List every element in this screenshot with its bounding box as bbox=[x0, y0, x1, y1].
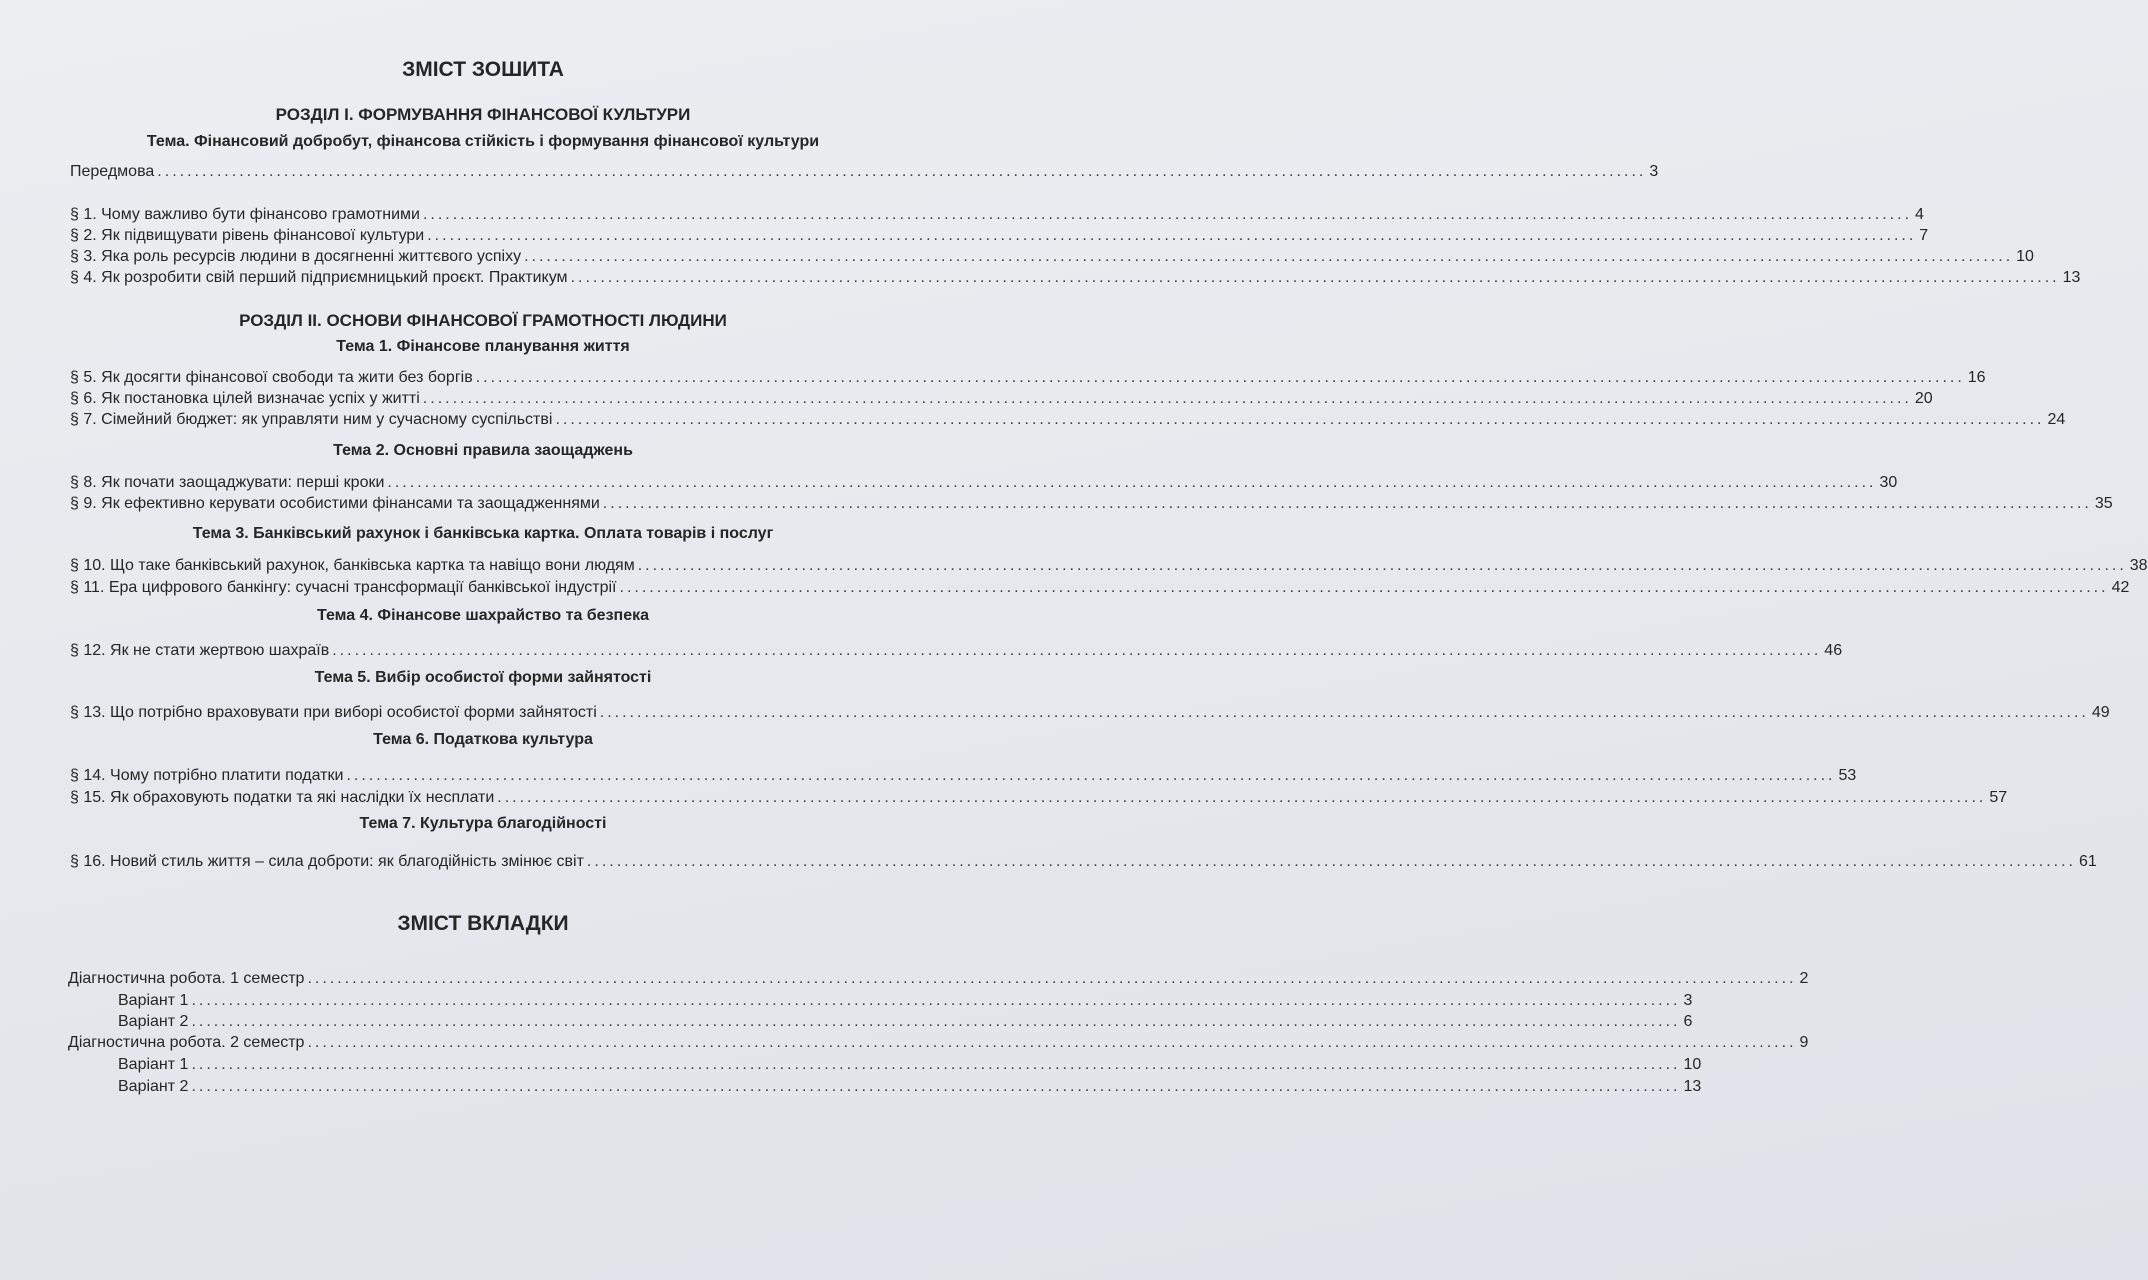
toc-entry[interactable] bbox=[70, 494, 2113, 514]
toc-entry[interactable] bbox=[70, 703, 2110, 723]
toc-entry[interactable] bbox=[70, 852, 2097, 872]
section-1-heading: РОЗДІЛ І. ФОРМУВАННЯ ФІНАНСОВОЇ КУЛЬТУРИ bbox=[275, 105, 691, 124]
entry-title: Варіант 2 bbox=[118, 1078, 189, 1095]
toc-entry[interactable] bbox=[70, 556, 2148, 576]
entry-page: 49 bbox=[2091, 704, 2110, 721]
entry-title: § 9. Як ефективно керувати особистими фінансами та заощадженнями bbox=[70, 495, 600, 512]
entry-title: § 3. Яка роль ресурсів людини в досягненні життєвого успіху bbox=[70, 248, 522, 265]
entry-title: § 12. Як не стати жертвою шахраїв bbox=[70, 642, 330, 659]
entry-page: 13 bbox=[1683, 1078, 1702, 1095]
toc-entry[interactable] bbox=[70, 368, 1986, 388]
toc-entry[interactable] bbox=[70, 766, 1857, 786]
dot-leader: ........................................................................................................................................................................................................ bbox=[602, 495, 2092, 512]
entry-page: 16 bbox=[1967, 369, 1986, 386]
dot-leader: ........................................................................................................................................................................................................ bbox=[555, 411, 2045, 428]
toc-entry[interactable] bbox=[118, 1012, 1693, 1032]
entry-title: Варіант 2 bbox=[118, 1013, 189, 1030]
entry-title: Діагностична робота. 2 семестр bbox=[68, 1034, 305, 1051]
entry-title: § 15. Як обраховують податки та які наслідки їх несплати bbox=[70, 789, 495, 806]
entry-page: 3 bbox=[1649, 163, 1659, 180]
dot-leader: ........................................................................................................................................................................................................ bbox=[191, 1078, 1681, 1095]
topic-heading: Тема 4. Фінансове шахрайство та безпека bbox=[317, 607, 649, 624]
dot-leader: ........................................................................................................................................................................................................ bbox=[422, 390, 1912, 407]
toc-entry[interactable] bbox=[70, 268, 2081, 288]
entry-title: § 16. Новий стиль життя – сила доброти: як благодійність змінює світ bbox=[70, 853, 584, 870]
dot-leader: ........................................................................................................................................................................................................ bbox=[524, 248, 2014, 265]
entry-page: 9 bbox=[1799, 1034, 1809, 1051]
toc-entry[interactable] bbox=[70, 473, 1898, 493]
toc-entry[interactable] bbox=[70, 788, 2008, 808]
entry-page: 24 bbox=[2047, 411, 2066, 428]
entry-page: 46 bbox=[1824, 642, 1843, 659]
dot-leader: ........................................................................................................................................................................................................ bbox=[586, 853, 2076, 870]
toc-entry-preface[interactable] bbox=[70, 162, 1659, 182]
dot-leader: ........................................................................................................................................................................................................ bbox=[619, 579, 2109, 596]
entry-title: § 4. Як розробити свій перший підприємницький проєкт. Практикум bbox=[70, 269, 568, 286]
entry-page: 35 bbox=[2094, 495, 2113, 512]
dot-leader: ........................................................................................................................................................................................................ bbox=[191, 1056, 1681, 1073]
main-title: ЗМІСТ ЗОШИТА bbox=[402, 58, 564, 81]
dot-leader: ........................................................................................................................................................................................................ bbox=[422, 206, 1913, 223]
section-1-topic: Тема. Фінансовий добробут, фінансова стійкість і формування фінансової культури bbox=[146, 133, 820, 150]
entry-page: 2 bbox=[1799, 970, 1809, 987]
topic-heading: Тема 2. Основні правила заощаджень bbox=[333, 442, 633, 459]
toc-entry[interactable] bbox=[70, 247, 2034, 267]
dot-leader: ........................................................................................................................................................................................................ bbox=[332, 642, 1822, 659]
toc-entry[interactable] bbox=[70, 226, 1929, 246]
entry-title: § 11. Ера цифрового банкінгу: сучасні трансформації банківської індустрії bbox=[70, 579, 617, 596]
toc-entry[interactable] bbox=[118, 1055, 1702, 1075]
dot-leader: ........................................................................................................................................................................................................ bbox=[387, 474, 1877, 491]
entry-page: 30 bbox=[1879, 474, 1898, 491]
entry-page: 53 bbox=[1838, 767, 1857, 784]
dot-leader: ........................................................................................................................................................................................................ bbox=[599, 704, 2089, 721]
entry-page: 38 bbox=[2129, 557, 2148, 574]
dot-leader: ........................................................................................................................................................................................................ bbox=[191, 992, 1681, 1009]
entry-title: § 2. Як підвищувати рівень фінансової культури bbox=[70, 227, 425, 244]
entry-title: Варіант 1 bbox=[118, 992, 189, 1009]
dot-leader: ........................................................................................................................................................................................................ bbox=[307, 1034, 1797, 1051]
entry-page: 3 bbox=[1683, 992, 1693, 1009]
insert-title: ЗМІСТ ВКЛАДКИ bbox=[397, 912, 569, 935]
entry-title: § 14. Чому потрібно платити податки bbox=[70, 767, 344, 784]
dot-leader: ........................................................................................................................................................................................................ bbox=[570, 269, 2060, 286]
entry-page: 61 bbox=[2078, 853, 2097, 870]
entry-page: 57 bbox=[1989, 789, 2008, 806]
entry-page: 6 bbox=[1683, 1013, 1693, 1030]
entry-title: § 8. Як почати заощаджувати: перші кроки bbox=[70, 474, 385, 491]
entry-title: § 13. Що потрібно враховувати при виборі особистої форми зайнятості bbox=[70, 704, 597, 721]
entry-page: 42 bbox=[2111, 579, 2130, 596]
toc-entry[interactable] bbox=[118, 1077, 1702, 1097]
toc-entry[interactable] bbox=[70, 205, 1924, 225]
topic-heading: Тема 7. Культура благодійності bbox=[359, 815, 607, 832]
entry-title: Передмова bbox=[70, 163, 155, 180]
dot-leader: ........................................................................................................................................................................................................ bbox=[157, 163, 1647, 180]
topic-heading: Тема 5. Вибір особистої форми зайнятості bbox=[314, 669, 652, 686]
toc-entry[interactable] bbox=[70, 389, 1933, 409]
entry-title: § 5. Як досягти фінансової свободи та жити без боргів bbox=[70, 369, 473, 386]
entry-title: § 10. Що таке банківський рахунок, банківська картка та навіщо вони людям bbox=[70, 557, 635, 574]
section-2-heading: РОЗДІЛ ІІ. ОСНОВИ ФІНАНСОВОЇ ГРАМОТНОСТІ ЛЮДИНИ bbox=[239, 311, 727, 330]
toc-entry[interactable] bbox=[68, 969, 1809, 989]
entry-title: § 7. Сімейний бюджет: як управляти ним у сучасному суспільстві bbox=[70, 411, 553, 428]
toc-entry[interactable] bbox=[68, 1033, 1809, 1053]
toc-entry[interactable] bbox=[70, 410, 2066, 430]
entry-title: Варіант 1 bbox=[118, 1056, 189, 1073]
dot-leader: ........................................................................................................................................................................................................ bbox=[346, 767, 1836, 784]
entry-page: 10 bbox=[2016, 248, 2034, 265]
dot-leader: ........................................................................................................................................................................................................ bbox=[637, 557, 2127, 574]
toc-entry[interactable] bbox=[118, 991, 1693, 1011]
entry-title: § 6. Як постановка цілей визначає успіх у житті bbox=[70, 390, 420, 407]
entry-title: Діагностична робота. 1 семестр bbox=[68, 970, 305, 987]
topic-heading: Тема 1. Фінансове планування життя bbox=[336, 338, 630, 355]
topic-heading: Тема 6. Податкова культура bbox=[373, 731, 593, 748]
dot-leader: ........................................................................................................................................................................................................ bbox=[191, 1013, 1681, 1030]
dot-leader: ........................................................................................................................................................................................................ bbox=[307, 970, 1797, 987]
dot-leader: ........................................................................................................................................................................................................ bbox=[497, 789, 1987, 806]
entry-page: 20 bbox=[1914, 390, 1933, 407]
toc-entry[interactable] bbox=[70, 578, 2130, 598]
dot-leader: ........................................................................................................................................................................................................ bbox=[427, 227, 1917, 244]
dot-leader: ........................................................................................................................................................................................................ bbox=[475, 369, 1965, 386]
toc-entry[interactable] bbox=[70, 641, 1843, 661]
entry-title: § 1. Чому важливо бути фінансово грамотними bbox=[70, 206, 420, 223]
topic-heading: Тема 3. Банківський рахунок і банківська картка. Оплата товарів і послуг bbox=[192, 525, 774, 542]
entry-page: 4 bbox=[1915, 206, 1924, 223]
entry-page: 7 bbox=[1919, 227, 1929, 244]
entry-page: 10 bbox=[1683, 1056, 1702, 1073]
entry-page: 13 bbox=[2062, 269, 2081, 286]
